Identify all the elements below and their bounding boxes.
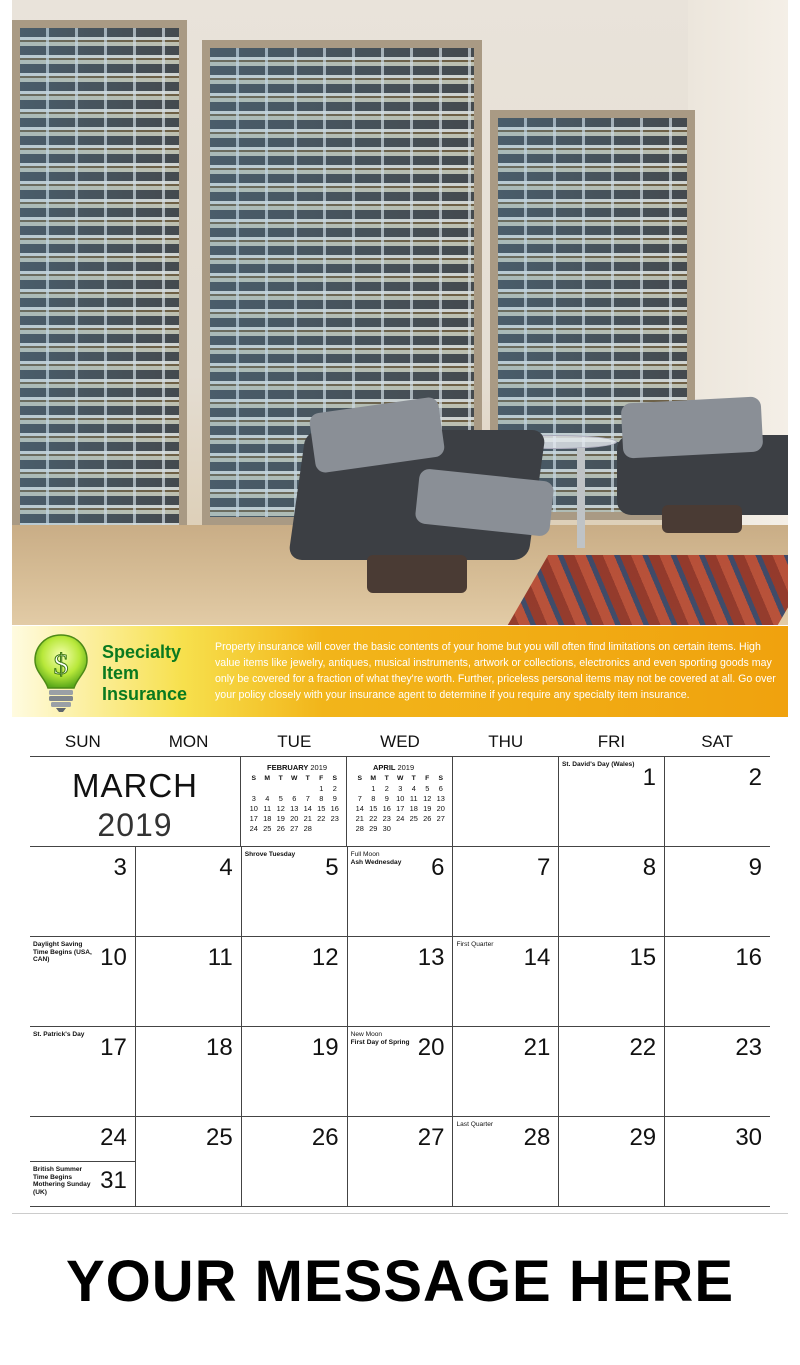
banner-title-line: Item xyxy=(102,663,140,683)
day-number: 21 xyxy=(523,1034,551,1061)
mini-weekday: T xyxy=(278,775,283,782)
mini-day xyxy=(407,824,421,834)
insurance-banner xyxy=(12,626,788,717)
day-cell xyxy=(559,757,665,846)
day-cell xyxy=(453,937,559,1026)
mini-day: 3 xyxy=(251,794,256,803)
day-number: 28 xyxy=(523,1124,551,1151)
weekday-label: SUN xyxy=(64,732,101,751)
mini-day: 20 xyxy=(436,804,445,813)
mini-weekday: T xyxy=(384,775,389,782)
mini-calendar-week xyxy=(247,814,342,824)
day-number: 18 xyxy=(206,1034,233,1061)
mini-weekday: S xyxy=(438,775,444,782)
day-note-holiday: Ash Wednesday xyxy=(350,858,402,866)
mini-day: 21 xyxy=(303,814,312,823)
mini-day xyxy=(301,784,315,794)
day-number: 17 xyxy=(100,1034,127,1061)
day-cell xyxy=(242,1117,348,1206)
mini-day: 2 xyxy=(332,784,337,793)
mini-day: 7 xyxy=(305,794,310,803)
day-cell xyxy=(136,1027,242,1116)
mini-day: 23 xyxy=(330,814,339,823)
day-cell xyxy=(559,847,665,936)
mini-weekday: F xyxy=(319,775,324,782)
month-name: MARCH xyxy=(72,767,198,804)
mini-day: 19 xyxy=(423,804,432,813)
day-number: 4 xyxy=(219,854,233,881)
mini-day xyxy=(247,784,261,794)
day-cell xyxy=(242,847,348,936)
mini-day: 29 xyxy=(369,824,378,833)
mini-day: 23 xyxy=(382,814,391,823)
advertiser-message: YOUR MESSAGE HERE xyxy=(66,1249,734,1314)
day-cell xyxy=(136,937,242,1026)
weekday-label: WED xyxy=(380,732,420,751)
mini-day: 11 xyxy=(263,804,272,813)
mini-day: 17 xyxy=(396,804,405,813)
day-number: 9 xyxy=(748,854,763,881)
mini-calendar-week xyxy=(247,794,342,804)
mini-day: 15 xyxy=(317,804,326,813)
weekday-label: TUE xyxy=(277,732,312,751)
mini-day: 8 xyxy=(371,794,376,803)
weekday-label: SAT xyxy=(701,732,734,751)
month-grid xyxy=(30,756,770,1207)
mini-day: 5 xyxy=(425,784,430,793)
mini-day: 10 xyxy=(249,804,258,813)
mini-weekday: S xyxy=(332,775,338,782)
mini-day xyxy=(328,824,342,834)
mini-day: 26 xyxy=(276,824,285,833)
mini-day: 25 xyxy=(263,824,272,833)
day-cell xyxy=(665,1027,770,1116)
mini-day xyxy=(288,784,302,794)
mini-day: 20 xyxy=(290,814,299,823)
mini-day: 12 xyxy=(423,794,432,803)
mini-day: 16 xyxy=(382,804,391,813)
day-note xyxy=(351,851,429,866)
day-cell xyxy=(348,1117,454,1206)
day-cell xyxy=(242,1027,348,1116)
mini-day: 21 xyxy=(355,814,364,823)
day-cell xyxy=(30,937,136,1026)
mini-day: 4 xyxy=(265,794,270,803)
mini-day: 12 xyxy=(276,804,285,813)
day-cell-empty xyxy=(453,757,559,846)
mini-calendar-week xyxy=(353,784,448,794)
mini-day: 9 xyxy=(384,794,389,803)
mini-calendar-title xyxy=(267,763,342,772)
mini-day: 18 xyxy=(263,814,272,823)
mini-calendar-weekdays xyxy=(247,774,342,784)
mini-calendar-week xyxy=(353,804,448,814)
mini-day: 1 xyxy=(319,784,324,793)
mini-day: 5 xyxy=(278,794,283,803)
day-cell xyxy=(348,847,454,936)
mini-weekday: M xyxy=(264,775,271,782)
day-cell-split xyxy=(30,1117,136,1206)
weekday-header xyxy=(30,728,770,756)
mini-day: 16 xyxy=(330,804,339,813)
day-cell xyxy=(348,1027,454,1116)
day-number: 13 xyxy=(417,944,445,971)
lightbulb-dollar-icon xyxy=(30,632,92,714)
mini-weekday: W xyxy=(291,775,298,782)
day-cell xyxy=(559,937,665,1026)
wine-cellar-photo xyxy=(12,0,788,625)
side-table-leg xyxy=(577,448,585,548)
month-title-cell xyxy=(30,757,241,846)
week-row xyxy=(30,847,770,937)
mini-calendar-weekdays xyxy=(353,774,448,784)
mini-day: 19 xyxy=(276,814,285,823)
day-number: 7 xyxy=(536,854,551,881)
mini-day xyxy=(394,824,408,834)
mini-year: 2019 xyxy=(397,763,415,772)
mini-day xyxy=(274,784,288,794)
day-number: 26 xyxy=(311,1124,339,1151)
mini-day: 24 xyxy=(396,814,405,823)
mini-day: 14 xyxy=(355,804,364,813)
divider xyxy=(12,1213,788,1214)
day-note-moon: Full Moon xyxy=(350,851,380,858)
day-number: 25 xyxy=(206,1124,233,1151)
day-note: St. David's Day (Wales) xyxy=(562,761,635,768)
banner-title xyxy=(102,642,207,705)
mini-day: 13 xyxy=(436,794,445,803)
mini-calendar-week xyxy=(247,804,342,814)
day-number: 29 xyxy=(629,1124,657,1151)
day-number: 20 xyxy=(417,1034,445,1061)
mini-day: 27 xyxy=(436,814,445,823)
day-cell xyxy=(30,1027,136,1116)
day-number: 12 xyxy=(311,944,339,971)
mini-weekday: F xyxy=(425,775,430,782)
day-note-moon: Last Quarter xyxy=(456,1121,494,1128)
mini-day xyxy=(434,824,448,834)
weekday-label: FRI xyxy=(597,732,626,751)
day-number: 11 xyxy=(207,944,233,971)
mini-weekday: S xyxy=(251,775,257,782)
mini-day: 2 xyxy=(384,784,389,793)
week-row xyxy=(30,937,770,1027)
day-number: 6 xyxy=(431,854,445,881)
mini-day: 24 xyxy=(249,824,258,833)
week-row xyxy=(30,757,770,847)
banner-title-line: Specialty xyxy=(102,642,182,662)
day-note: St. Patrick's Day xyxy=(33,1031,85,1038)
mini-day: 15 xyxy=(369,804,378,813)
day-note: Shrove Tuesday xyxy=(244,851,296,858)
mini-calendar-title xyxy=(373,763,448,772)
mini-day xyxy=(315,824,329,834)
mini-month: FEBRUARY xyxy=(267,763,309,772)
day-number: 10 xyxy=(100,944,127,971)
mini-day: 6 xyxy=(292,794,297,803)
mini-day: 17 xyxy=(249,814,258,823)
mini-day: 8 xyxy=(319,794,324,803)
mini-calendar-week xyxy=(247,784,342,794)
day-cell xyxy=(665,937,770,1026)
mini-day: 9 xyxy=(332,794,337,803)
day-cell xyxy=(453,1027,559,1116)
day-number: 1 xyxy=(642,764,656,791)
wine-cabinet-left xyxy=(12,20,187,545)
mini-day xyxy=(421,824,435,834)
mini-weekday: W xyxy=(397,775,404,782)
mini-calendar-week xyxy=(353,824,448,834)
day-number: 2 xyxy=(748,764,762,791)
month-year: 2019 xyxy=(97,807,173,843)
day-cell xyxy=(242,937,348,1026)
day-number: 27 xyxy=(417,1124,445,1151)
mini-weekday: M xyxy=(370,775,377,782)
day-note-moon: New Moon xyxy=(350,1031,383,1038)
day-number: 23 xyxy=(735,1034,763,1061)
mini-day: 18 xyxy=(409,804,418,813)
day-number: 3 xyxy=(113,854,127,881)
banner-title-line: Insurance xyxy=(102,684,188,704)
mini-day: 25 xyxy=(409,814,418,823)
mini-day: 22 xyxy=(369,814,378,823)
day-cell xyxy=(348,937,454,1026)
day-number: 31 xyxy=(100,1167,127,1194)
mini-day: 26 xyxy=(423,814,432,823)
mini-calendar-week xyxy=(353,814,448,824)
mini-day: 1 xyxy=(371,784,376,793)
mini-calendar-february xyxy=(247,763,342,834)
day-cell xyxy=(453,847,559,936)
day-number: 24 xyxy=(100,1124,127,1151)
day-number: 14 xyxy=(523,944,551,971)
day-number: 30 xyxy=(735,1124,763,1151)
mini-day: 28 xyxy=(303,824,312,833)
day-number: 5 xyxy=(325,854,339,881)
mini-calendar-april xyxy=(353,763,448,834)
mini-calendar-week xyxy=(247,824,342,834)
mini-weekday: S xyxy=(357,775,363,782)
weekday-label: MON xyxy=(168,732,209,751)
day-cell xyxy=(453,1117,559,1206)
mini-day: 10 xyxy=(396,794,405,803)
day-cell xyxy=(30,847,136,936)
calendar xyxy=(30,728,770,1207)
day-cell xyxy=(559,1027,665,1116)
week-row xyxy=(30,1027,770,1117)
mini-day: 11 xyxy=(409,794,418,803)
mini-day: 27 xyxy=(290,824,299,833)
mini-day: 22 xyxy=(317,814,326,823)
mini-day: 3 xyxy=(398,784,403,793)
mini-weekday: T xyxy=(411,775,416,782)
day-cell xyxy=(136,847,242,936)
week-row xyxy=(30,1117,770,1207)
day-cell xyxy=(665,1117,770,1206)
day-number: 16 xyxy=(735,944,763,971)
mini-year: 2019 xyxy=(310,763,328,772)
mini-calendar-week xyxy=(353,794,448,804)
mini-day: 14 xyxy=(303,804,312,813)
mini-day: 13 xyxy=(290,804,299,813)
day-note: Daylight Saving Time Begins (USA, CAN) xyxy=(33,941,92,963)
day-note-moon: First Quarter xyxy=(456,941,494,948)
banner-description: Property insurance will cover the basic contents of your home but you will often find limitations on certain items. High value items like jewelry, antiques, musical instruments, artwork or collections, electronics and even sporting goods may only be covered for a fraction of what they're worth. Further, priceless personal items may not be covered at all. Go over your policy closely with your insurance agent to determine if you require any specialty item insurance. xyxy=(215,641,776,701)
day-number: 19 xyxy=(311,1034,339,1061)
day-cell xyxy=(665,757,770,846)
mini-day: 6 xyxy=(438,784,443,793)
mini-day: 4 xyxy=(411,784,416,793)
day-number: 22 xyxy=(629,1034,657,1061)
mini-calendar-cell xyxy=(241,757,347,846)
armchair-front xyxy=(297,405,567,595)
mini-day xyxy=(261,784,275,794)
day-cell-lower xyxy=(30,1161,135,1196)
mini-weekday: T xyxy=(305,775,310,782)
weekday-label: THU xyxy=(488,732,524,751)
mini-calendar-cell xyxy=(347,757,453,846)
day-number: 8 xyxy=(642,854,657,881)
day-cell xyxy=(136,1117,242,1206)
mini-month: APRIL xyxy=(373,763,396,772)
day-cell xyxy=(559,1117,665,1206)
armchair-back xyxy=(612,395,788,535)
mini-day xyxy=(353,784,367,794)
day-note: British Summer Time Begins Mothering Sunday (UK) xyxy=(33,1166,91,1196)
mini-day: 30 xyxy=(382,824,391,833)
day-note-holiday: First Day of Spring xyxy=(350,1038,410,1046)
day-cell xyxy=(665,847,770,936)
mini-day: 28 xyxy=(355,824,364,833)
mini-day: 7 xyxy=(357,794,362,803)
svg-text:$: $ xyxy=(53,648,69,681)
day-number: 15 xyxy=(629,944,657,971)
